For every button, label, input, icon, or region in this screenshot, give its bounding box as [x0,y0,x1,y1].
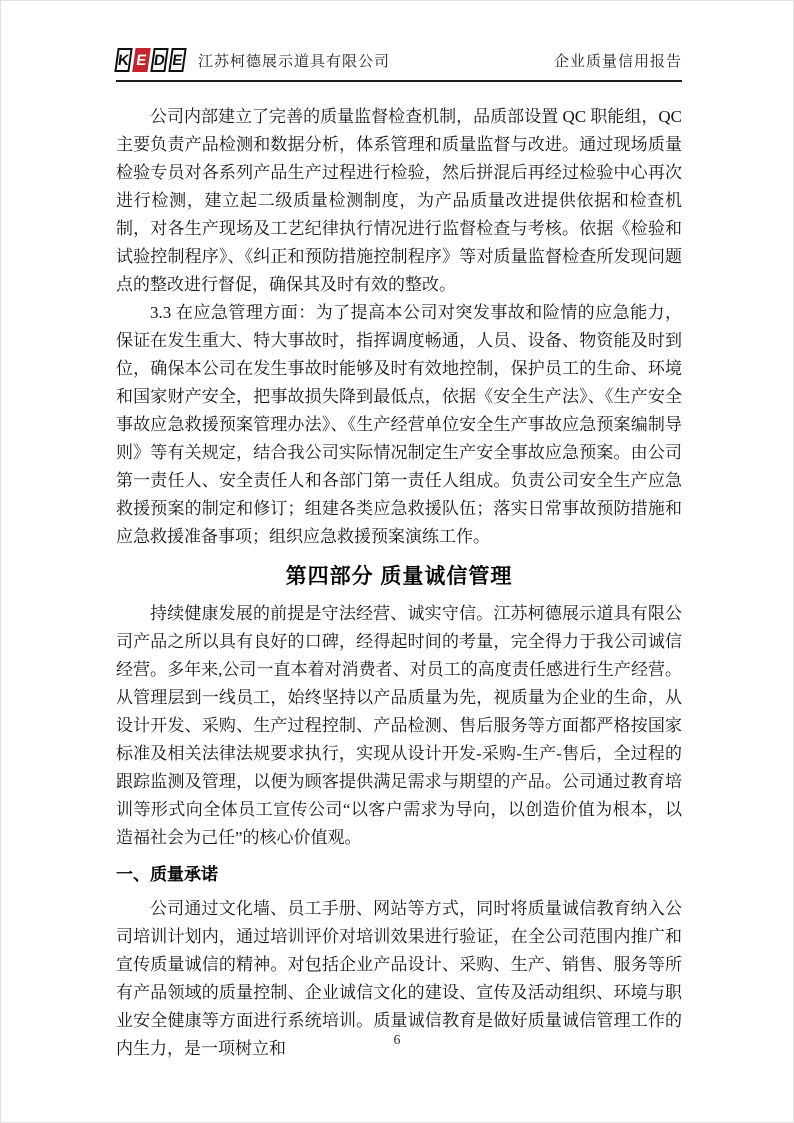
company-name: 江苏柯德展示道具有限公司 [198,53,391,70]
logo-letter-e2: E [168,48,186,72]
paragraph-emergency-management: 3.3 在应急管理方面：为了提高本公司对突发事故和险情的应急能力，保证在发生重大、特大事故时，指挥调度畅通，人员、设备、物资能及时到位，确保本公司在发生事故时能够及时有效地控制，保护员工的生命、环境和国家财产安全，把事故损失降到最低点，依据《安全生产法》、《生产安全事故应急救援预案管理办法》、《生产经营单位安全生产事故应急预案编制导则》等有关规定，结合我公司实际情况制定生产安全事故应急预案。由公司第一责任人、安全责任人和各部门第一责任人组成。负责公司安全生产应急救援预案的制定和修订；组建各类应急救援队伍；落实日常事故预防措施和应急救援准备事项；组织应急救援预案演练工作。 [116,303,682,546]
paragraph-quality-supervision: 公司内部建立了完善的质量监督检查机制，品质部设置 QC 职能组，QC 主要负责产品检测和数据分析，体系管理和质量监督与改进。通过现场质量检验专员对各系列产品生产过程进行检验，然后拼混后再经过检验中心再次进行检测，建立起二级质量检测制度，为产品质量改进提供依据和检查机制，对各生产现场及工艺纪律执行情况进行监督检查与考核。依据《检验和试验控制程序》、《纠正和预防措施控制程序》等对质量监督检查所发现问题点的整改进行督促，确保其及时有效的整改。 [116,107,682,294]
section-heading-part4: 第四部分 质量诚信管理 [285,565,513,588]
page-number: 6 [393,1033,401,1048]
report-title: 企业质量信用报告 [553,53,682,70]
page-header [116,48,682,82]
paragraph-quality-commitment: 公司通过文化墙、员工手册、网站等方式，同时将质量诚信教育纳入公司培训计划内，通过培训评价对培训效果进行验证，在全公司范围内推广和宣传质量诚信的精神。对包括企业产品设计、采购、生产、销售、服务等所有产品领域的质量控制、企业诚信文化的建设、宣传及活动组织、环境与职业安全健康等方面进行系统培训。质量诚信教育是做好质量诚信管理工作的内生力，是一项树立和 [116,899,682,1058]
subsection-heading-quality-commitment: 一、质量承诺 [116,865,218,884]
paragraph-integrity-intro: 持续健康发展的前提是守法经营、诚实守信。江苏柯德展示道具有限公司产品之所以具有良好的口碑，经得起时间的考量，完全得力于我公司诚信经营。多年来,公司一直本着对消费者、对员工的高度责任感进行生产经营。从管理层到一线员工，始终坚持以产品质量为先，视质量为企业的生命，从设计开发、采购、生产过程控制、产品检测、售后服务等方面都严格按国家标准及相关法律法规要求执行，实现从设计开发-采购-生产-售后，全过程的跟踪监测及管理，以便为顾客提供满足需求与期望的产品。公司通过教育培训等形式向全体员工宣传公司“以客户需求为导向，以创造价值为根本，以造福社会为己任”的核心价值观。 [116,604,682,847]
logo-letter-k: K [114,48,132,72]
kede-logo [114,48,186,72]
document-body [116,103,682,1063]
logo-letter-e1: E [132,48,150,72]
logo-letter-d: D [150,48,168,72]
